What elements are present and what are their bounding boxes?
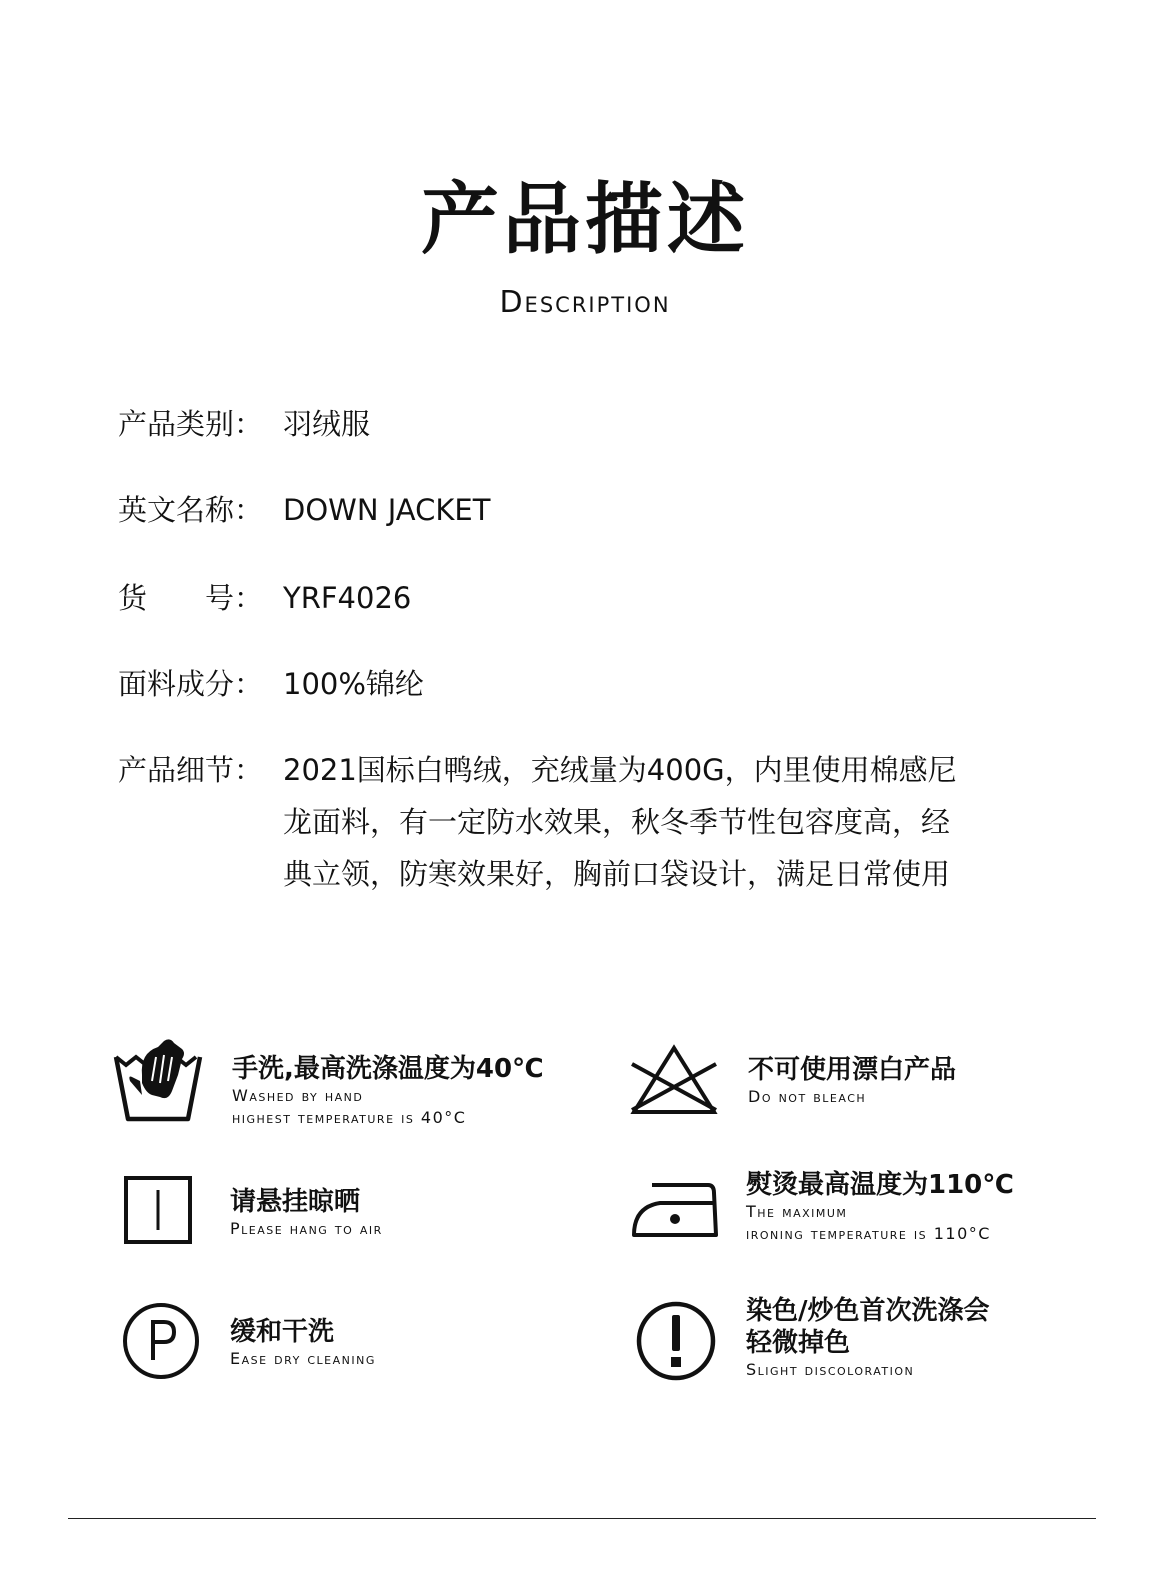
- spec-label: 产品类别：: [118, 407, 264, 441]
- spec-value: 100%锦纶: [283, 667, 424, 701]
- details-line: 典立领，防寒效果好，胸前口袋设计，满足日常使用: [283, 857, 951, 891]
- care-subtitle: Ease dry cleaning: [230, 1349, 376, 1368]
- details-line: 2021国标白鸭绒，充绒量为400G，内里使用棉感尼: [283, 753, 957, 787]
- care-item-dry-clean: [120, 1300, 540, 1386]
- care-item-hand-wash: [112, 1035, 582, 1135]
- care-title: 染色/炒色首次洗涤会: [746, 1296, 990, 1326]
- care-subtitle: Slight discoloration: [746, 1360, 915, 1379]
- care-title: 缓和干洗: [230, 1317, 335, 1347]
- care-title: 熨烫最高温度为110℃: [746, 1170, 1014, 1200]
- care-item-no-bleach: [628, 1040, 1048, 1120]
- spec-value: 羽绒服: [283, 407, 371, 441]
- care-title: 轻微掉色: [746, 1328, 851, 1358]
- spec-label: 货 号：: [118, 581, 264, 615]
- spec-label: 产品细节：: [118, 753, 264, 787]
- care-title: 请悬挂晾晒: [230, 1187, 361, 1217]
- care-subtitle: The maximum: [746, 1202, 848, 1221]
- bottom-divider: [68, 1518, 1096, 1519]
- care-title: 手洗,最高洗涤温度为40℃: [232, 1054, 544, 1084]
- page-subtitle: Description: [499, 285, 671, 320]
- care-item-iron: [628, 1165, 1048, 1245]
- hang-dry-icon: [120, 1172, 196, 1248]
- spec-value: YRF4026: [283, 581, 412, 615]
- care-subtitle: ironing temperature is 110°C: [746, 1224, 991, 1243]
- dry-clean-icon: [120, 1300, 202, 1382]
- spec-value: DOWN JACKET: [283, 493, 491, 527]
- no-bleach-icon: [628, 1044, 720, 1116]
- hand-wash-icon: [112, 1035, 204, 1127]
- care-subtitle: Do not bleach: [748, 1087, 867, 1106]
- care-item-hang-dry: [120, 1172, 540, 1252]
- care-subtitle: highest temperature is 40°C: [232, 1108, 467, 1127]
- care-title: 不可使用漂白产品: [748, 1055, 957, 1085]
- warning-icon: [634, 1299, 718, 1383]
- care-subtitle: Please hang to air: [230, 1219, 383, 1238]
- iron-icon: [628, 1175, 722, 1241]
- details-line: 龙面料，有一定防水效果，秋冬季节性包容度高，经: [283, 805, 951, 839]
- page-title: 产品描述: [420, 175, 749, 265]
- spec-label: 面料成分：: [118, 667, 264, 701]
- spec-details-text: [283, 744, 1063, 900]
- care-subtitle: Washed by hand: [232, 1086, 364, 1105]
- spec-label: 英文名称：: [118, 493, 264, 527]
- care-item-discoloration: [634, 1295, 1054, 1387]
